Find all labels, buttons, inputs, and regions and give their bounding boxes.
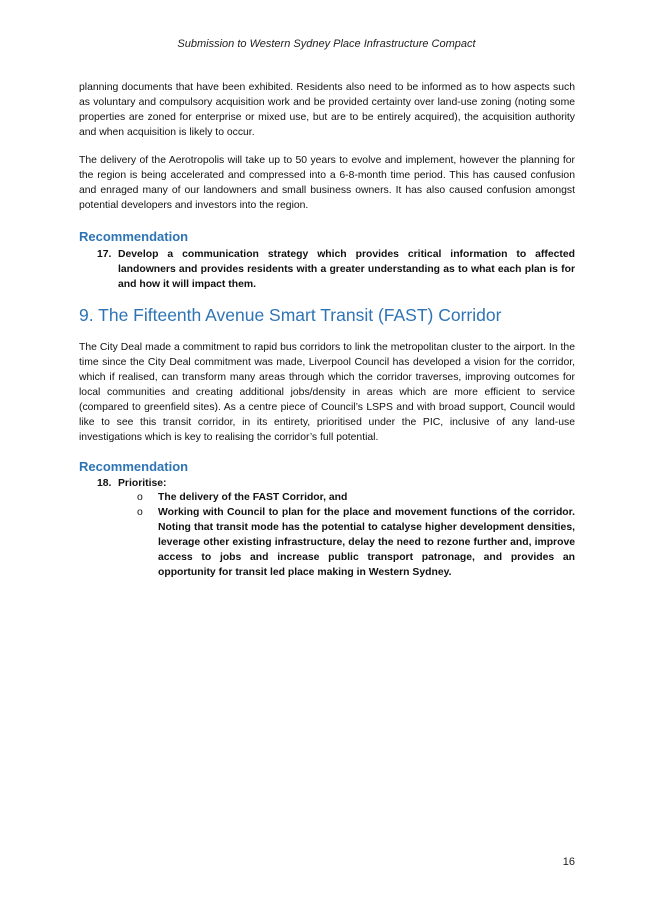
list-item xyxy=(137,490,575,505)
bullet-text: Working with Council to plan for the place and movement functions of the corridor. Noting that transit mode has the potential to catalyse higher development densities, leverage other existing infrastructure, delay the need to rezone further and, improve access to jobs and increase public transport patronage, and provides an opportunity for transit led place making in Western Sydney. xyxy=(158,507,575,578)
recommendation-18 xyxy=(97,476,575,491)
recommendation-18-bullets xyxy=(137,490,575,580)
bullet-text: The delivery of the FAST Corridor, and xyxy=(158,492,348,503)
bullet-circle-icon: o xyxy=(137,507,143,518)
paragraph-city-deal: The City Deal made a commitment to rapid bus corridors to link the metropolitan cluster to the airport. In the time since the City Deal commitment was made, Liverpool Council has developed a vision for the corridor, which if realised, can transform many areas through which the corridor traverses, improving outcomes for local communities and creating additional jobs/density in areas which are more efficient to service (compared to greenfield sites). As a centre piece of Council’s LSPS and with broad support, Council would like to see this transit corridor, in its entirety, prioritised under the PIC, inclusive of any land-use investigations which is key to realising the corridor’s full potential. xyxy=(79,342,575,443)
list-item xyxy=(137,505,575,580)
paragraph-aerotropolis: The delivery of the Aerotropolis will take up to 50 years to evolve and implement, however the planning for the region is being accelerated and compressed into a 6-8-month time period. This has caused confusion and enraged many of our landowners and small business owners. It has also caused confusion amongst potential developers and investors into the region. xyxy=(79,155,575,211)
recommendation-number: 18. xyxy=(97,478,112,489)
recommendation-heading-2: Recommendation xyxy=(79,459,189,474)
bullet-circle-icon: o xyxy=(137,492,143,503)
recommendation-text: Develop a communication strategy which provides critical information to affected landowners and provides residents with a greater understanding as to what each plan is for and how it will impact them. xyxy=(118,249,575,290)
running-header: Submission to Western Sydney Place Infrastructure Compact xyxy=(177,38,476,50)
section-heading-fast-corridor: 9. The Fifteenth Avenue Smart Transit (FAST) Corridor xyxy=(79,305,502,325)
paragraph-acquisition: planning documents that have been exhibited. Residents also need to be informed as to how aspects such as voluntary and compulsory acquisition work and be provided certainty over land-use zoning (noting some properties are zoned for enterprise or mixed use, but are to be entirely acquired), the acquisition authority and when acquisition is likely to occur. xyxy=(79,82,575,138)
recommendation-heading-1: Recommendation xyxy=(79,229,189,244)
recommendation-text: Prioritise: xyxy=(118,478,167,489)
page-number: 16 xyxy=(562,856,575,868)
recommendation-number: 17. xyxy=(97,249,112,260)
recommendation-17 xyxy=(97,247,575,292)
